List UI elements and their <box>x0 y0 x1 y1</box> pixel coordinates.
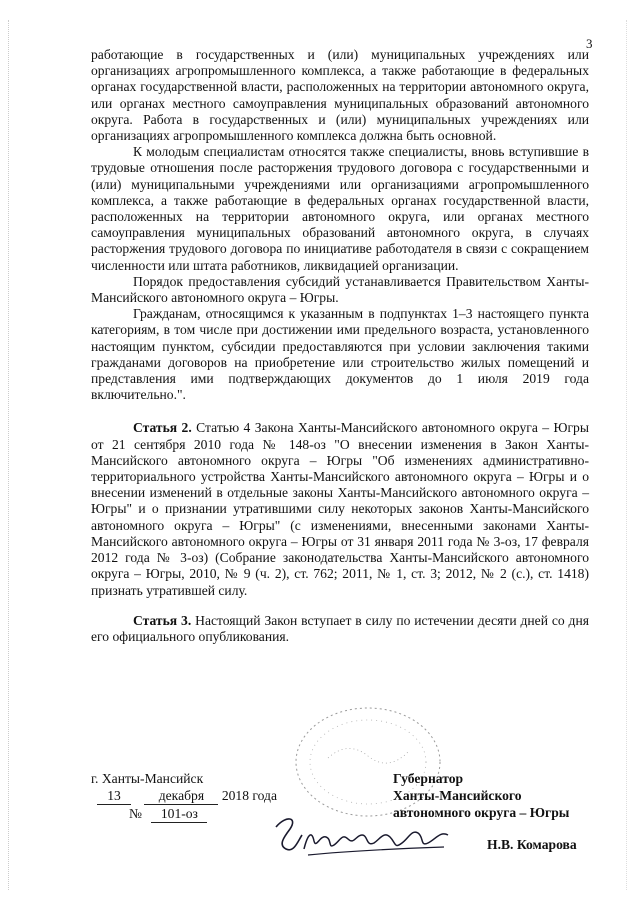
signatory-line-2: Ханты-Мансийского <box>393 788 522 803</box>
scan-edge-left <box>8 20 11 890</box>
article-3 <box>91 613 589 645</box>
article-2-label: Статья 2. <box>133 420 192 436</box>
law-number-value: 101-оз <box>151 805 207 823</box>
paragraph-subsidy-procedure: Порядок предоставления субсидий устанавливается Правительством Ханты-Мансийского автономного округа – Югры. <box>91 273 589 306</box>
date-day: 13 <box>97 787 131 805</box>
scan-edge-right <box>626 20 629 890</box>
paragraph-continuation: работающие в государственных и (или) муниципальных учреждениях или организациях агропромышленного комплекса, а также работающие в федеральных органах государственной власти, расположенных на территории автономного округа, или органах местного самоуправления муниципальных образований автономного округа. Работа в государственных и (или) муниципальных учреждениях или организациях агропромышленного комплекса должна быть основной. <box>91 47 589 144</box>
page-number: 3 <box>586 36 593 51</box>
paragraph-young-specialists: К молодым специалистам относятся также специалисты, вновь вступившие в трудовые отношения после расторжения трудового договора с государственными и (или) муниципальными учреждениями или организациями агропромышленного комплекса, а также работающие в федеральных органах государственной власти, расположенных на территории автономного округа, или органах местного самоуправления муниципальных образований автономного округа, в случаях расторжения трудового договора по инициативе работодателя в связи с сокращением численности или штата работников, ликвидацией организации. <box>91 144 589 273</box>
signing-place: г. Ханты-Мансийск <box>91 771 204 786</box>
signatory-name: Н.В. Комарова <box>487 837 577 852</box>
handwritten-signature <box>268 805 458 865</box>
signing-date <box>91 787 321 805</box>
date-month: декабря <box>144 787 218 805</box>
paragraph-citizens-conditions: Гражданам, относящимся к указанным в подпунктах 1–3 настоящего пункта категориям, в том числе при достижении ими предельного возраста, установленного настоящим пунктом, субсидии предоставляются при условии заключения такими гражданами договоров на приобретение или строительство жилых помещений и представления ими подтверждающих документов до 1 июля 2019 года включительно.". <box>91 306 589 403</box>
signatory-line-1: Губернатор <box>393 771 464 786</box>
article-2-text: Статью 4 Закона Ханты-Мансийского автономного округа – Югры от 21 сентября 2010 года № 148-оз "О внесении изменения в Закон Ханты-Мансийского автономного округа – Югры "Об изменениях административно-территориального устройства Ханты-Мансийского автономного округа – Югры и о внесении изменений в отдельные законы Ханты-Мансийского автономного округа – Югры" и о признании утратившими силу некоторых законов Ханты-Мансийского автономного округа – Югры" (с изменениями, внесенными законами Ханты-Мансийского автономного округа – Югры от 31 января 2011 года № 3-оз, 17 февраля 2012 года № 3-оз) (Собрание законодательства Ханты-Мансийского автономного округа – Югры, 2010, № 9 (ч. 2), ст. 762; 2011, № 1, ст. 3; 2012, № 2 (с.), ст. 1418) признать утратившей силу. <box>91 420 589 598</box>
article-3-text: Настоящий Закон вступает в силу по истечении десяти дней со дня его официального опубликования. <box>91 612 590 644</box>
law-number-prefix: № <box>129 806 142 821</box>
document-body <box>91 47 589 645</box>
article-2 <box>91 420 589 598</box>
date-year: 2018 года <box>221 788 277 803</box>
signatory-line-3: автономного округа – Югры <box>393 805 570 820</box>
article-3-label: Статья 3. <box>133 612 192 628</box>
